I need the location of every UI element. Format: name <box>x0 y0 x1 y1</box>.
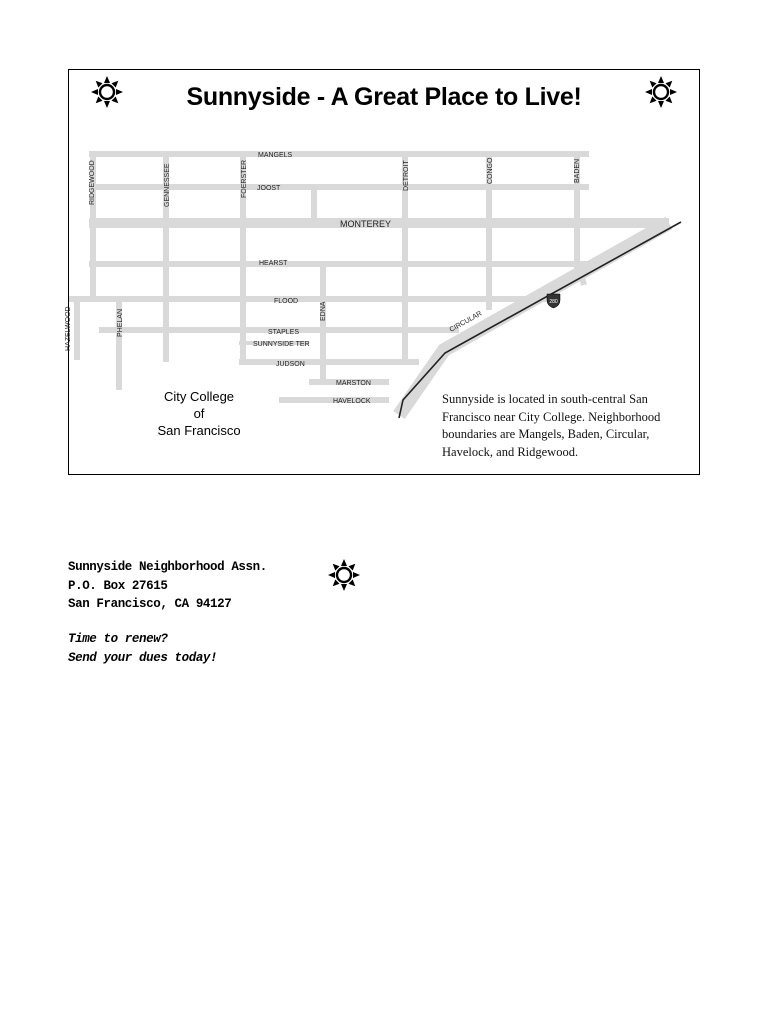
address-line-1: Sunnyside Neighborhood Assn. <box>68 560 267 574</box>
address-line-3: San Francisco, CA 94127 <box>68 597 232 611</box>
city-college-label <box>139 388 259 439</box>
label-joost: JOOST <box>257 185 281 192</box>
freeway-280 <box>399 222 681 418</box>
freeway-shield-label: 280 <box>549 299 558 305</box>
label-havelock: HAVELOCK <box>333 398 371 405</box>
label-baden: BADEN <box>574 158 581 183</box>
label-sunnyside-ter: SUNNYSIDE TER <box>253 341 310 348</box>
sun-icon <box>643 74 679 110</box>
label-monterey: MONTEREY <box>340 219 392 229</box>
college-line-2: of <box>193 406 205 421</box>
label-hazelwood: HAZELWOOD <box>65 306 72 351</box>
label-circular: CIRCULAR <box>448 310 484 334</box>
renewal-reminder <box>68 630 217 667</box>
label-ridgewood: RIDGEWOOD <box>89 160 96 205</box>
college-line-1: City College <box>163 389 235 404</box>
sun-icon <box>326 557 362 593</box>
renew-line-2: Send your dues today! <box>68 650 218 665</box>
label-edna: EDNA <box>320 301 327 321</box>
label-congo: CONGO <box>487 157 494 184</box>
freeway-shield-280 <box>547 294 560 308</box>
sun-icon <box>89 74 125 110</box>
label-foerster: FOERSTER <box>241 159 248 198</box>
label-judson: JUDSON <box>276 361 305 368</box>
page-title: Sunnyside - A Great Place to Live! <box>186 83 582 111</box>
label-gennessee: GENNESSEE <box>164 163 171 207</box>
label-hearst: HEARST <box>259 260 288 267</box>
label-detroit: DETROIT <box>403 160 410 191</box>
label-marston: MARSTON <box>336 380 371 387</box>
address-line-2: P.O. Box 27615 <box>68 578 168 593</box>
label-phelan: PHELAN <box>117 308 124 337</box>
college-line-3: San Francisco <box>157 423 241 438</box>
label-staples: STAPLES <box>268 329 299 336</box>
flyer-card <box>65 69 700 475</box>
label-mangels: MANGELS <box>258 152 293 159</box>
renew-line-1: Time to renew? <box>68 632 168 646</box>
mailing-address <box>68 558 267 614</box>
label-flood: FLOOD <box>274 298 299 305</box>
map-description: Sunnyside is located in south-central San Francisco near City College. Neighborhood boundaries are Mangels, Baden, Circular, Havelock, and Ridgewood. <box>442 392 661 459</box>
